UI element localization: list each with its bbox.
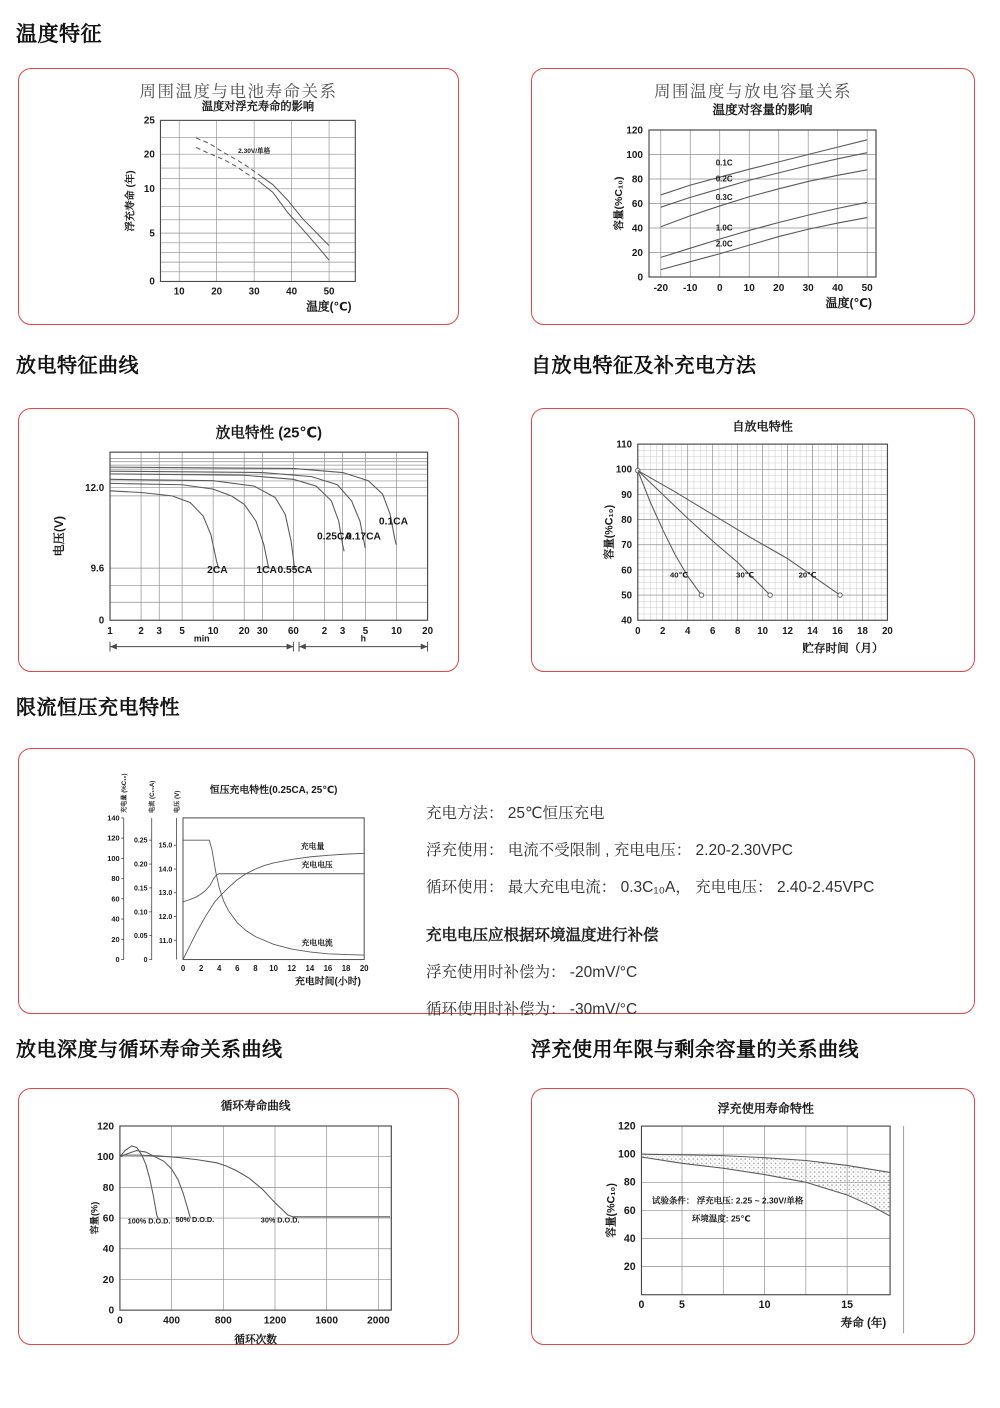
svg-text:充电电流: 充电电流 — [301, 938, 333, 948]
svg-text:min: min — [193, 633, 210, 644]
svg-text:浮充寿命 (年): 浮充寿命 (年) — [125, 170, 137, 232]
svg-text:40: 40 — [102, 1244, 115, 1256]
svg-text:2: 2 — [321, 625, 328, 637]
svg-text:3: 3 — [156, 625, 162, 637]
svg-text:6: 6 — [235, 964, 240, 974]
svg-text:18: 18 — [857, 625, 868, 637]
panel-temp-vs-battery-life — [18, 68, 459, 325]
svg-text:0: 0 — [117, 1315, 123, 1327]
svg-text:20: 20 — [211, 286, 223, 298]
svg-text:容量(%C₁₀): 容量(%C₁₀) — [613, 176, 625, 231]
charge-note-line: 浮充使用时补偿为： -20mV/°C — [426, 964, 638, 981]
svg-text:0.55CA: 0.55CA — [277, 564, 313, 576]
svg-text:4: 4 — [217, 964, 222, 974]
svg-text:120: 120 — [618, 1120, 636, 1133]
svg-text:10: 10 — [757, 625, 768, 637]
svg-text:0: 0 — [637, 272, 643, 284]
svg-text:h: h — [360, 633, 366, 644]
svg-text:电压 (V): 电压 (V) — [173, 790, 181, 813]
svg-text:100% D.O.D.: 100% D.O.D. — [127, 1216, 171, 1226]
svg-text:8: 8 — [253, 964, 258, 974]
svg-text:40: 40 — [832, 283, 844, 294]
panel-float-life — [531, 1088, 975, 1345]
svg-text:60: 60 — [631, 199, 643, 210]
svg-text:50: 50 — [621, 590, 632, 602]
section-heading-float-life: 浮充使用年限与剩余容量的关系曲线 — [531, 1039, 859, 1061]
svg-text:充电量 (%C₁₀): 充电量 (%C₁₀) — [121, 773, 129, 813]
svg-text:充电量: 充电量 — [300, 842, 325, 852]
svg-text:2: 2 — [138, 625, 144, 637]
svg-text:0: 0 — [638, 1299, 645, 1312]
svg-text:0.2C: 0.2C — [715, 174, 733, 184]
svg-text:9.6: 9.6 — [90, 563, 105, 575]
svg-text:60: 60 — [287, 625, 299, 637]
svg-text:2: 2 — [198, 964, 204, 974]
svg-text:20: 20 — [623, 1260, 636, 1273]
svg-text:12: 12 — [782, 625, 793, 637]
svg-text:0: 0 — [149, 276, 155, 288]
charge-note-line: 充电方法： 25℃恒压充电 — [426, 805, 605, 822]
svg-text:2: 2 — [660, 625, 666, 637]
svg-text:60: 60 — [111, 894, 120, 904]
svg-text:10: 10 — [743, 283, 755, 294]
svg-text:1600: 1600 — [315, 1315, 338, 1327]
charge-note-line: 循环使用时补偿为： -30mV/°C — [426, 1001, 638, 1018]
svg-text:-10: -10 — [683, 283, 698, 294]
svg-text:0.1CA: 0.1CA — [378, 516, 408, 528]
svg-text:0: 0 — [716, 283, 723, 294]
svg-text:10: 10 — [391, 625, 402, 637]
chart-float-life — [601, 1097, 919, 1345]
charge-note-line: 循环使用： 最大充电电流： 0.3C₁₀A， 充电电压： 2.40-2.45VPC — [426, 879, 875, 896]
svg-text:120: 120 — [626, 125, 643, 137]
svg-text:100: 100 — [618, 1148, 636, 1161]
svg-text:0: 0 — [180, 964, 186, 974]
svg-text:20: 20 — [422, 625, 434, 637]
svg-text:1200: 1200 — [263, 1315, 287, 1327]
panel-title-temp-capacity: 周围温度与放电容量关系 — [654, 83, 852, 101]
svg-text:80: 80 — [102, 1182, 115, 1194]
chart-self-discharge — [601, 416, 901, 660]
chart-discharge-characteristics — [24, 417, 454, 673]
panel-discharge-characteristics — [18, 408, 459, 672]
svg-text:120: 120 — [97, 1121, 115, 1133]
svg-text:0: 0 — [108, 1305, 115, 1317]
svg-text:12: 12 — [287, 964, 297, 974]
panel-cycle-life — [18, 1088, 459, 1345]
svg-text:放电特性 (25℃): 放电特性 (25℃) — [215, 425, 323, 442]
svg-text:20: 20 — [102, 1274, 115, 1286]
svg-text:20: 20 — [111, 934, 120, 944]
svg-text:60: 60 — [621, 565, 632, 577]
svg-text:循环寿命曲线: 循环寿命曲线 — [220, 1099, 291, 1113]
svg-text:12.0: 12.0 — [85, 482, 105, 494]
svg-text:30: 30 — [256, 625, 268, 637]
svg-text:60: 60 — [102, 1213, 115, 1225]
svg-text:-20: -20 — [653, 283, 669, 294]
svg-text:70: 70 — [621, 540, 632, 552]
svg-text:0.1C: 0.1C — [715, 158, 733, 168]
svg-text:15.0: 15.0 — [158, 842, 173, 850]
svg-text:温度对容量的影响: 温度对容量的影响 — [712, 103, 813, 117]
panel-title-temp-life: 周围温度与电池寿命关系 — [139, 83, 338, 101]
svg-text:60: 60 — [623, 1204, 636, 1217]
svg-text:80: 80 — [631, 174, 643, 186]
svg-text:2.30V/单格: 2.30V/单格 — [238, 147, 271, 155]
svg-text:6: 6 — [709, 625, 716, 637]
svg-text:100: 100 — [626, 150, 643, 161]
svg-text:14: 14 — [305, 964, 315, 974]
svg-text:50: 50 — [861, 283, 873, 294]
svg-text:2000: 2000 — [367, 1315, 390, 1327]
svg-text:10: 10 — [173, 286, 185, 298]
svg-text:0.20: 0.20 — [133, 861, 148, 869]
svg-text:贮存时间（月）: 贮存时间（月） — [802, 642, 884, 656]
svg-text:5: 5 — [179, 625, 185, 637]
svg-text:浮充使用寿命特性: 浮充使用寿命特性 — [717, 1101, 814, 1116]
svg-text:100: 100 — [107, 853, 120, 863]
svg-text:电压(V): 电压(V) — [52, 515, 67, 557]
svg-text:20: 20 — [238, 625, 250, 637]
svg-text:3: 3 — [339, 625, 346, 637]
chart-temp-vs-capacity — [609, 97, 949, 325]
svg-text:14: 14 — [807, 625, 818, 637]
svg-text:恒压充电特性(0.25CA, 25℃): 恒压充电特性(0.25CA, 25℃) — [209, 785, 338, 797]
svg-text:温度(℃): 温度(℃) — [306, 300, 352, 314]
svg-text:10: 10 — [269, 964, 278, 974]
svg-text:15: 15 — [841, 1299, 854, 1312]
svg-text:110: 110 — [616, 439, 632, 451]
svg-text:40: 40 — [621, 615, 632, 627]
charge-method-notes — [426, 801, 956, 1034]
svg-text:800: 800 — [214, 1315, 232, 1327]
svg-text:8: 8 — [734, 625, 741, 637]
svg-text:0.15: 0.15 — [133, 885, 148, 893]
svg-text:30℃: 30℃ — [736, 570, 755, 580]
svg-text:13.0: 13.0 — [158, 890, 173, 898]
svg-text:0.25CA: 0.25CA — [317, 531, 352, 543]
section-heading-constant-voltage-charge: 限流恒压充电特性 — [16, 697, 180, 719]
svg-text:试验条件： 浮充电压: 2.25 ~ 2.30V/单格: 试验条件： 浮充电压: 2.25 ~ 2.30V/单格 — [652, 1195, 804, 1206]
svg-text:循环次数: 循环次数 — [234, 1334, 277, 1346]
svg-text:40℃: 40℃ — [669, 570, 688, 580]
svg-text:11.0: 11.0 — [159, 937, 173, 945]
svg-text:5: 5 — [362, 625, 369, 637]
svg-text:寿命 (年): 寿命 (年) — [840, 1317, 887, 1330]
svg-text:容量(%C₁₀): 容量(%C₁₀) — [605, 1183, 618, 1238]
svg-text:30% D.O.D.: 30% D.O.D. — [260, 1215, 300, 1225]
panel-self-discharge — [531, 408, 975, 672]
svg-text:20: 20 — [631, 248, 643, 259]
svg-text:10: 10 — [143, 184, 155, 196]
svg-text:120: 120 — [107, 833, 120, 843]
svg-text:50% D.O.D.: 50% D.O.D. — [175, 1214, 215, 1224]
svg-text:0: 0 — [98, 615, 105, 627]
svg-text:温度(℃): 温度(℃) — [825, 296, 872, 310]
svg-text:0.17CA: 0.17CA — [346, 531, 381, 543]
svg-text:5: 5 — [149, 228, 155, 240]
section-heading-discharge-curves: 放电特征曲线 — [16, 355, 139, 377]
svg-text:40: 40 — [111, 914, 120, 924]
svg-text:0.10: 0.10 — [133, 909, 148, 917]
svg-text:0: 0 — [115, 955, 120, 965]
svg-text:20℃: 20℃ — [798, 570, 817, 580]
section-heading-temperature-characteristics: 温度特征 — [16, 23, 102, 46]
svg-text:0.25: 0.25 — [133, 837, 148, 845]
svg-text:容量(%): 容量(%) — [89, 1201, 100, 1235]
svg-text:1CA: 1CA — [256, 564, 277, 576]
svg-text:充电时间(小时): 充电时间(小时) — [295, 976, 361, 988]
svg-text:140: 140 — [107, 813, 120, 823]
svg-text:12.0: 12.0 — [158, 913, 173, 921]
section-heading-self-discharge: 自放电特征及补充电方法 — [531, 355, 757, 377]
svg-text:40: 40 — [623, 1232, 636, 1245]
svg-text:4: 4 — [685, 625, 691, 637]
svg-text:充电电压: 充电电压 — [301, 860, 333, 870]
svg-text:16: 16 — [323, 964, 333, 974]
svg-text:30: 30 — [802, 283, 814, 294]
chart-cycle-life — [86, 1094, 401, 1346]
svg-text:20: 20 — [359, 964, 369, 974]
svg-text:10: 10 — [758, 1299, 771, 1312]
svg-text:14.0: 14.0 — [158, 866, 173, 874]
svg-text:40: 40 — [631, 223, 643, 235]
section-heading-dod-cycle-life: 放电深度与循环寿命关系曲线 — [16, 1039, 283, 1061]
svg-text:温度对浮充寿命的影响: 温度对浮充寿命的影响 — [201, 101, 315, 114]
svg-text:0: 0 — [143, 957, 148, 965]
svg-text:容量(%C₁₀): 容量(%C₁₀) — [603, 504, 616, 560]
charge-note-line: 充电电压应根据环境温度进行补偿 — [426, 927, 659, 944]
panel-temp-vs-discharge-capacity — [531, 68, 975, 325]
svg-text:0: 0 — [635, 625, 641, 637]
svg-text:400: 400 — [163, 1315, 181, 1327]
svg-text:50: 50 — [323, 286, 335, 298]
svg-text:18: 18 — [341, 964, 351, 974]
svg-text:80: 80 — [111, 874, 120, 884]
svg-text:2CA: 2CA — [207, 564, 228, 576]
svg-text:20: 20 — [143, 149, 155, 161]
svg-text:2.0C: 2.0C — [715, 239, 733, 249]
svg-text:1.0C: 1.0C — [715, 223, 733, 233]
svg-text:电流 (C₁₀A): 电流 (C₁₀A) — [149, 780, 157, 813]
svg-text:16: 16 — [832, 625, 843, 637]
svg-text:10: 10 — [207, 625, 219, 637]
svg-text:0.05: 0.05 — [133, 933, 148, 941]
svg-text:20: 20 — [773, 283, 785, 294]
chart-constant-voltage-charge — [99, 756, 379, 1005]
svg-text:100: 100 — [615, 464, 632, 476]
svg-text:40: 40 — [286, 286, 298, 298]
svg-text:100: 100 — [97, 1152, 115, 1164]
panel-charge-characteristics — [18, 748, 975, 1018]
svg-text:1: 1 — [107, 625, 113, 637]
svg-text:5: 5 — [679, 1299, 685, 1312]
svg-text:0.3C: 0.3C — [715, 192, 733, 202]
chart-temp-vs-float-life — [121, 96, 421, 318]
svg-text:25: 25 — [143, 115, 155, 127]
charge-note-line: 浮充使用： 电流不受限制 , 充电电压： 2.20-2.30VPC — [426, 842, 793, 859]
svg-text:30: 30 — [248, 286, 260, 298]
svg-text:环境温度: 25℃: 环境温度: 25℃ — [691, 1213, 751, 1224]
svg-text:80: 80 — [623, 1176, 636, 1189]
svg-text:自放电特性: 自放电特性 — [732, 419, 793, 434]
svg-text:90: 90 — [621, 489, 632, 501]
svg-text:20: 20 — [882, 625, 893, 637]
svg-text:80: 80 — [621, 515, 632, 526]
